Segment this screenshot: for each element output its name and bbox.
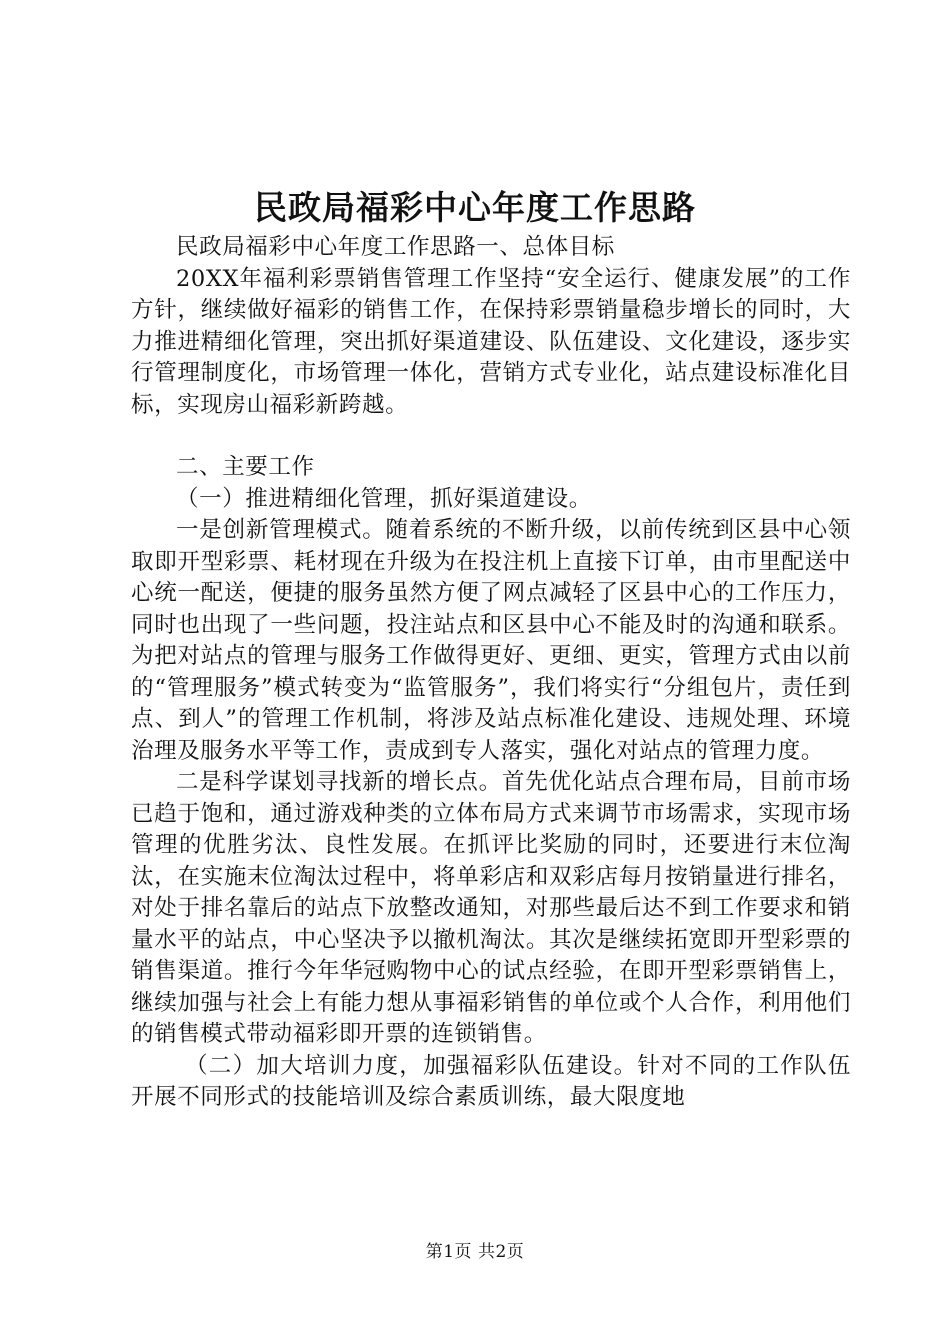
paragraph-growth-points: 二是科学谋划寻找新的增长点。首先优化站点合理布局，目前市场已趋于饱和，通过游戏种类的立体布局方式来调节市场需求，实现市场管理的优胜劣汰、良性发展。在抓评比奖励的同时，还要进行末位淘汰，在实施末位淘汰过程中，将单彩店和双彩店每月按销量进行排名，对处于排名靠后的站点下放整改通知，对那些最后达不到工作要求和销量水平的站点，中心坚决予以撤机淘汰。其次是继续拓宽即开型彩票的销售渠道。推行今年华冠购物中心的试点经验，在即开型彩票销售上，继续加强与社会上有能力想从事福彩销售的单位或个人合作，利用他们的销售模式带动福彩即开票的连锁销售。 (131, 769, 851, 1047)
paragraph-heading-main-work: 二、主要工作 (176, 454, 315, 480)
page-footer: 第1页 共2页 (425, 1242, 525, 1262)
document-body (131, 232, 851, 1114)
paragraph-subheading-1: （一）推进精细化管理，抓好渠道建设。 (176, 485, 592, 512)
paragraph-subheading-2: （二）加大培训力度，加强福彩队伍建设。针对不同的工作队伍开展不同形式的技能培训及综合素质训练，最大限度地 (131, 1052, 851, 1110)
paragraph-heading-goal: 民政局福彩中心年度工作思路一、总体目标 (176, 234, 615, 260)
paragraph-goal-text: 20XX年福利彩票销售管理工作坚持“安全运行、健康发展”的工作方针，继续做好福彩的销售工作，在保持彩票销量稳步增长的同时，大力推进精细化管理，突出抓好渠道建设、队伍建设、文化建设，逐步实行管理制度化，市场管理一体化，营销方式专业化，站点建设标准化目标，实现房山福彩新跨越。 (131, 265, 851, 418)
paragraph-management-model: 一是创新管理模式。随着系统的不断升级，以前传统到区县中心领取即开型彩票、耗材现在升级为在投注机上直接下订单，由市里配送中心统一配送，便捷的服务虽然方便了网点减轻了区县中心的工作压力，同时也出现了一些问题，投注站点和区县中心不能及时的沟通和联系。为把对站点的管理与服务工作做得更好、更细、更实，管理方式由以前的“管理服务”模式转变为“监管服务”，我们将实行“分组包片，责任到点、到人”的管理工作机制，将涉及站点标准化建设、违规处理、环境治理及服务水平等工作，责成到专人落实，强化对站点的管理力度。 (131, 517, 851, 764)
document-title: 民政局福彩中心年度工作思路 (254, 188, 696, 227)
